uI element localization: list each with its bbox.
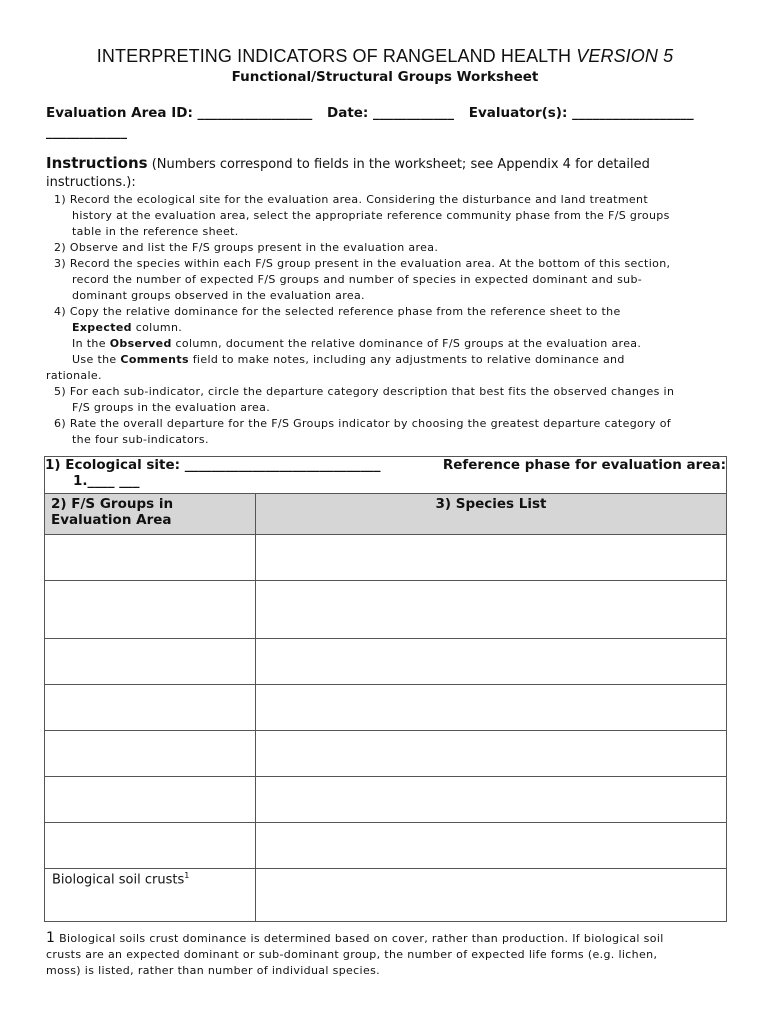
species-list-cell[interactable] [256,535,727,581]
species-list-cell[interactable] [256,731,727,777]
step-4-comments-bold: Comments [120,353,189,366]
step-4-comments [50,352,736,368]
ecological-site-label: 1) Ecological site: _____________________________ [45,457,381,473]
fs-groups-table [44,456,727,922]
date-field[interactable]: Date: ____________ [327,105,455,121]
evaluator-field-continuation[interactable]: ____________ [46,124,127,140]
footnote [46,930,736,979]
table-row [45,731,727,777]
ecological-site-cell[interactable] [45,457,727,494]
evaluation-area-id-field[interactable]: Evaluation Area ID: _________________ [46,105,313,121]
page-subtitle: Functional/Structural Groups Worksheet [231,69,539,85]
fs-groups-header-line-1: 2) F/S Groups in [51,496,174,512]
table-row [45,777,727,823]
instructions-section [46,154,736,448]
fs-groups-header [45,494,256,535]
species-list-cell[interactable] [256,869,727,922]
table-row [45,581,727,639]
species-list-header: 3) Species List [256,494,727,535]
step-4-expected-bold: Expected [72,321,132,334]
biological-soil-crusts-label: Biological soil crusts [52,872,185,888]
step-4-observed [50,336,736,352]
footnote-marker: 1 [184,871,190,880]
step-1-line-2: history at the evaluation area, select the appropriate reference community phase from the F/S groups [72,209,670,222]
footnote-line-2: crusts are an expected dominant or sub-dominant group, the number of expected life forms (e.g. lichen, [46,948,658,961]
species-list-cell[interactable] [256,777,727,823]
step-3-line-2: record the number of expected F/S groups and number of species in expected dominant and sub- [72,273,643,286]
table-header-row [45,494,727,535]
step-6 [50,416,736,448]
fs-group-cell[interactable] [45,777,256,823]
species-list-cell[interactable] [256,685,727,731]
step-4-observed-rest: column, document the relative dominance of F/S groups at the evaluation area. [171,337,642,350]
step-3 [50,256,736,304]
table-row [45,685,727,731]
ecological-site-continuation: 1.____ ___ [73,473,140,489]
footnote-line-1: Biological soils crust dominance is determined based on cover, rather than production. If biological soil [55,932,664,945]
header-fields [46,104,736,142]
step-4-line-1: 4) Copy the relative dominance for the selected reference phase from the reference sheet to the [54,305,621,318]
step-1 [50,192,736,240]
footnote-number: 1 [46,930,56,946]
evaluator-field[interactable]: Evaluator(s): __________________ [468,105,694,121]
biological-soil-crusts-row [45,869,727,922]
title-text: INTERPRETING INDICATORS OF RANGELAND HEALTH [96,46,572,66]
reference-phase-label: Reference phase for evaluation area: [442,457,726,473]
fs-groups-header-line-2: Evaluation Area [51,512,172,528]
fs-group-cell[interactable] [45,731,256,777]
step-6-line-2: the four sub-indicators. [72,433,209,446]
step-4-comments-pre: Use the [72,353,121,366]
fs-group-cell[interactable] [45,535,256,581]
instructions-title: Instructions [46,154,148,172]
footnote-line-3: moss) is listed, rather than number of individual species. [46,964,380,977]
table-row [45,823,727,869]
step-6-line-1: 6) Rate the overall departure for the F/S Groups indicator by choosing the greatest departure category of [54,417,672,430]
step-4-observed-pre: In the [72,337,110,350]
step-5-line-1: 5) For each sub-indicator, circle the departure category description that best fits the observed changes in [54,385,675,398]
biological-soil-crusts-cell [45,869,256,922]
step-1-line-1: 1) Record the ecological site for the evaluation area. Considering the disturbance and land treatment [54,193,649,206]
species-list-cell[interactable] [256,639,727,685]
step-3-line-3: dominant groups observed in the evaluation area. [72,289,365,302]
table-row [45,535,727,581]
instructions-intro: (Numbers correspond to fields in the worksheet; see Appendix 4 for detailed instructions.): [46,157,650,190]
fs-group-cell[interactable] [45,581,256,639]
fs-group-cell[interactable] [45,639,256,685]
page-title [0,46,770,67]
fs-group-cell[interactable] [45,685,256,731]
step-5 [50,384,736,416]
step-4-rationale: rationale. [46,369,102,382]
title-version: VERSION 5 [576,46,674,66]
instructions-heading [46,154,736,192]
step-3-line-1: 3) Record the species within each F/S group present in the evaluation area. At the bottom of this section, [54,257,671,270]
table-row [45,639,727,685]
species-list-cell[interactable] [256,581,727,639]
step-4 [50,304,736,336]
step-5-line-2: F/S groups in the evaluation area. [72,401,271,414]
step-2: 2) Observe and list the F/S groups present in the evaluation area. [54,241,439,254]
step-4-line-2: column. [131,321,183,334]
step-4-observed-bold: Observed [109,337,172,350]
step-1-line-3: table in the reference sheet. [72,225,239,238]
ecological-site-row [45,457,727,494]
species-list-cell[interactable] [256,823,727,869]
step-4-comments-rest: field to make notes, including any adjustments to relative dominance and [188,353,625,366]
fs-group-cell[interactable] [45,823,256,869]
